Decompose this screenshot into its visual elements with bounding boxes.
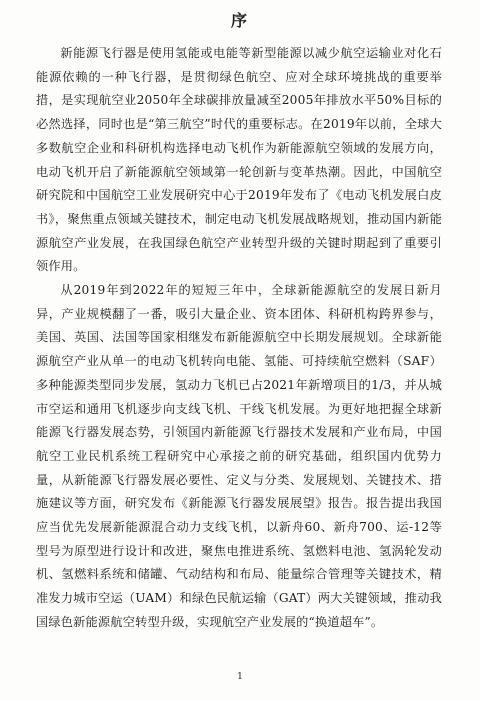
- body-text: [36, 42, 442, 635]
- paragraph-1: 新能源飞行器是使用氢能或电能等新型能源以减少航空运输业对化石能源依赖的一种飞行器，是贯彻绿色航空、应对全球环境挑战的重要举措，是实现航空业2050年全球碳排放量减至2005年排放水平50%目标的必然选择，同时也是“第三航空”时代的重要标志。在2019年以前，全球大多数航空企业和科研机构选择电动飞机作为新能源航空领域的发展方向，电动飞机开启了新能源航空领域第一轮创新与变革热潮。因此，中国航空研究院和中国航空工业发展研究中心于2019年发布了《电动飞机发展白皮书》，聚焦重点领域关键技术，制定电动飞机发展战略规划，推动国内新能源航空产业发展，在我国绿色航空产业转型升级的关键时期起到了重要引领作用。: [36, 46, 442, 274]
- page-number: 1: [237, 672, 243, 682]
- paragraph-2: 从2019年到2022年的短短三年中，全球新能源航空的发展日新月异，产业规模翻了一番，吸引大量企业、资本团体、科研机构跨界参与，美国、英国、法国等国家相继发布新能源航空中长期发展规划。全球新能源航空产业从单一的电动飞机转向电能、氢能、可持续航空燃料（SAF）多种能源类型同步发展，氢动力飞机已占2021年新增项目的1/3，并从城市空运和通用飞机逐步向支线飞机、干线飞机发展。为更好地把握全球新能源飞行器发展态势，引领国内新能源飞行器技术发展和产业布局，中国航空工业民机系统工程研究中心承接之前的研究基础，组织国内优势力量，从新能源飞行器发展必要性、定义与分类、发展规划、关键技术、措施建议等方面，研究发布《新能源飞行器发展展望》报告。报告提出我国应当优先发展新能源混合动力支线飞机，以新舟60、新舟700、运-12等型号为原型进行设计和改进，聚焦电推进系统、氢燃料电池、氢涡轮发动机、氢燃料系统和储罐、气动结构和布局、能量综合管理等关键技术，精准发力城市空运（UAM）和绿色民航运输（GAT）两大关键领域，推动我国绿色新能源航空转型升级，实现航空产业发展的“换道超车”。: [36, 283, 442, 629]
- page-title: 序: [230, 11, 249, 30]
